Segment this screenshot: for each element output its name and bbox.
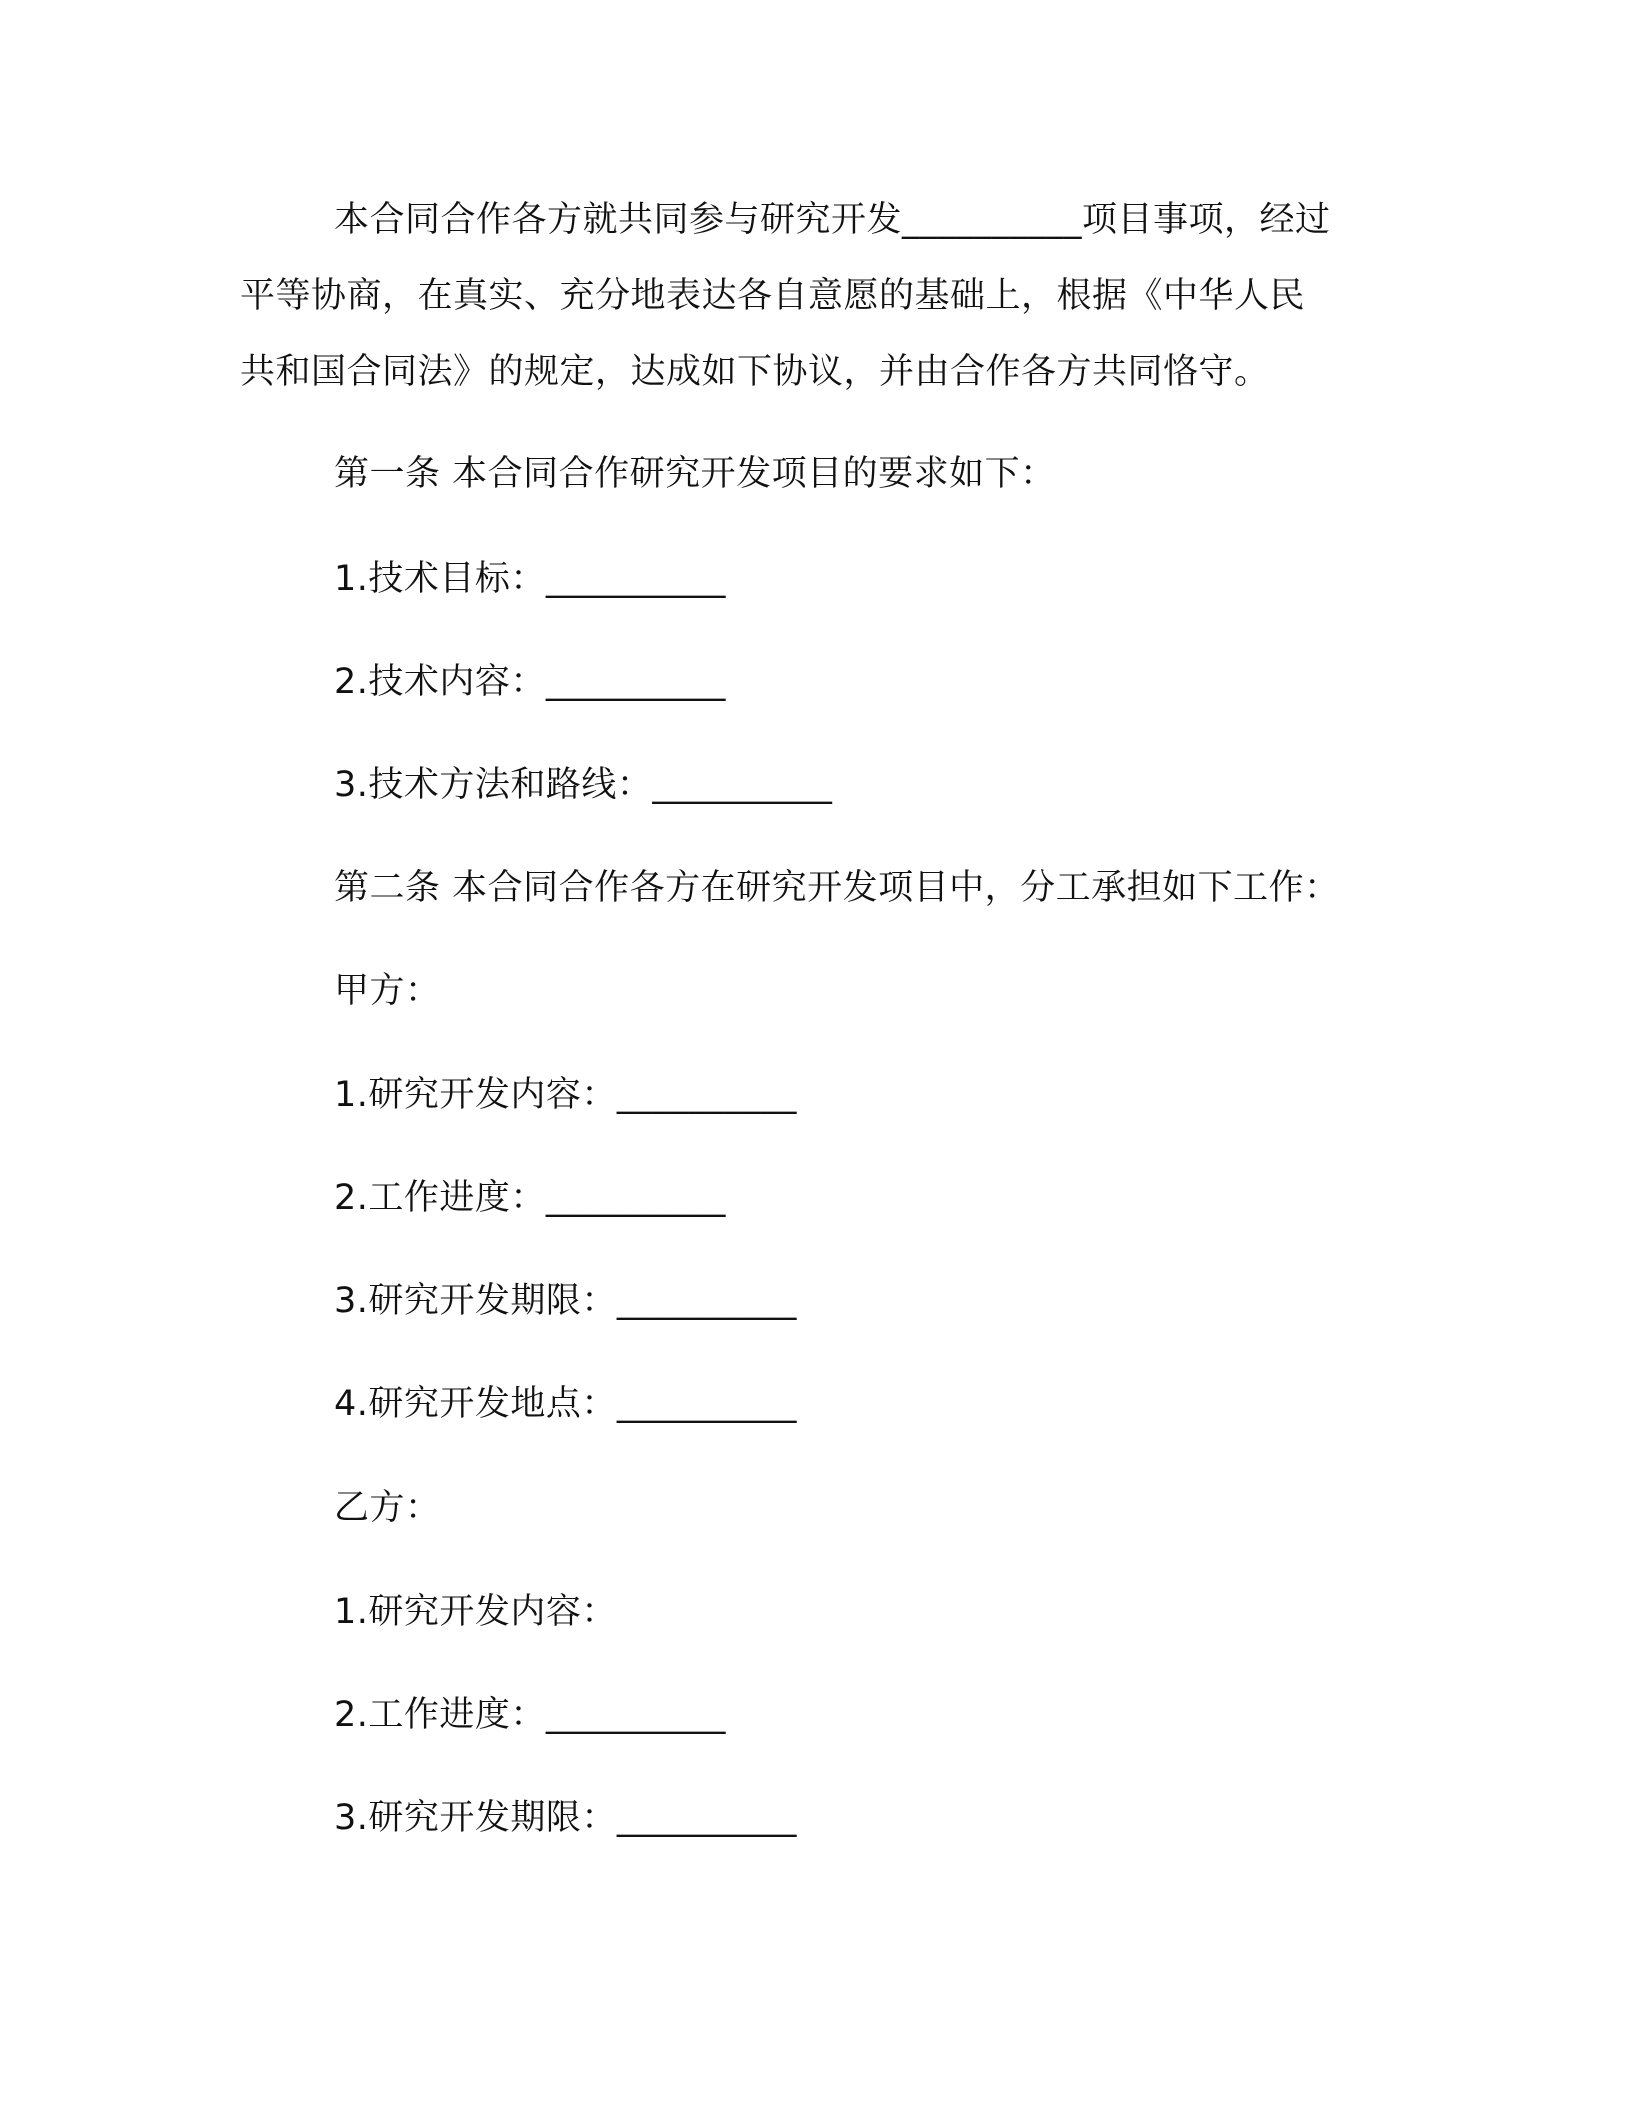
article1-item-3: 3.技术方法和路线：__________ <box>334 765 833 805</box>
party-b-item-2: 2.工作进度：__________ <box>334 1695 726 1735</box>
article1-item-2: 2.技术内容：__________ <box>334 662 726 702</box>
party-b-label: 乙方： <box>334 1488 441 1528</box>
party-b-item-3: 3.研究开发期限：__________ <box>334 1798 797 1838</box>
intro-line-2: 平等协商，在真实、充分地表达各自意愿的基础上，根据《中华人民 <box>240 276 1306 316</box>
article2-heading: 第二条 本合同合作各方在研究开发项目中，分工承担如下工作： <box>334 868 1340 908</box>
party-a-item-3: 3.研究开发期限：__________ <box>334 1281 797 1321</box>
article1-item-1: 1.技术目标：__________ <box>334 559 726 599</box>
party-b-item-1: 1.研究开发内容： <box>334 1592 617 1632</box>
party-a-item-4: 4.研究开发地点：__________ <box>334 1384 797 1424</box>
intro-line-3: 共和国合同法》的规定，达成如下协议，并由合作各方共同恪守。 <box>240 352 1270 392</box>
party-a-label: 甲方： <box>334 971 441 1011</box>
party-a-item-1: 1.研究开发内容：__________ <box>334 1075 797 1115</box>
article1-heading: 第一条 本合同合作研究开发项目的要求如下： <box>334 454 1056 494</box>
party-a-item-2: 2.工作进度：__________ <box>334 1178 726 1218</box>
intro-line-1: 本合同合作各方就共同参与研究开发__________项目事项，经过 <box>334 200 1331 240</box>
